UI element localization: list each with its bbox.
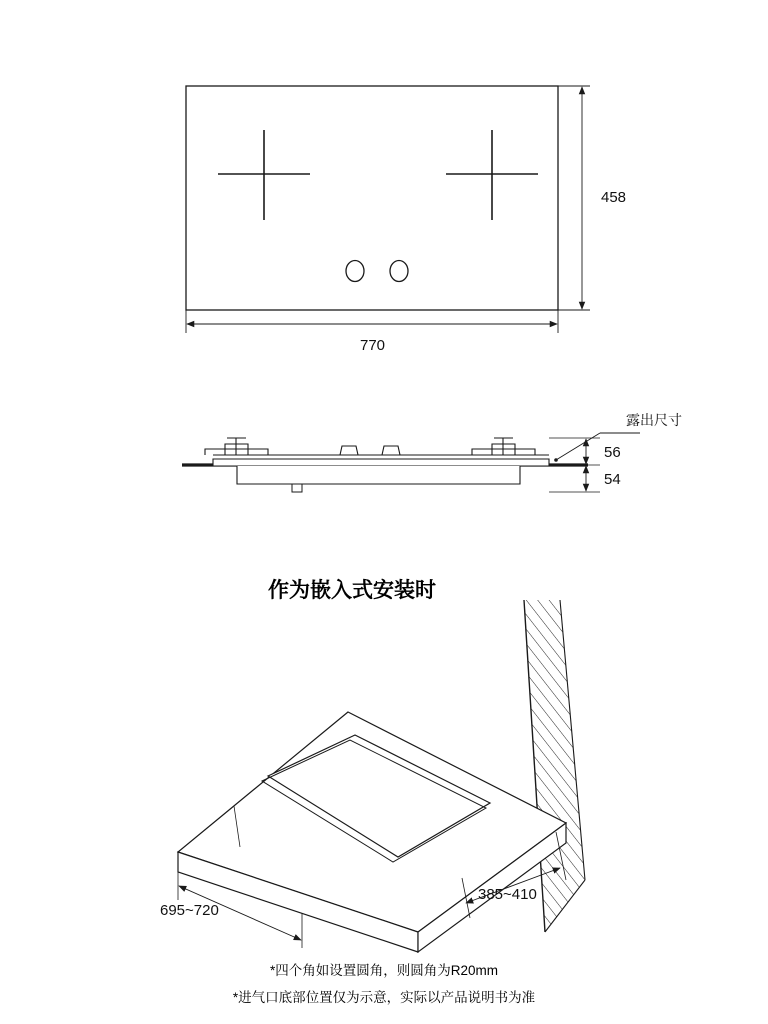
side-burner-left [205, 438, 268, 455]
install-cutout-width-label: 695~720 [160, 902, 219, 919]
dimension-below-54 [549, 466, 600, 492]
top-view-width-label: 770 [360, 337, 386, 354]
note-line-1: *四个角如设置圆角，则圆角为R20mm [269, 963, 498, 978]
side-view-below-label: 54 [604, 471, 621, 488]
note-line-2: *进气口底部位置仅为示意，实际以产品说明书为准 [232, 990, 536, 1005]
knob-left-icon [346, 261, 364, 282]
side-view-group [182, 433, 640, 492]
side-knob-left [340, 446, 358, 455]
top-view-height-label: 458 [601, 189, 627, 206]
side-view-above-label: 56 [604, 444, 621, 461]
exposed-dimension-label: 露出尺寸 [626, 412, 682, 428]
top-view-group [186, 86, 590, 333]
side-burner-right [472, 438, 535, 455]
dimension-height-458 [558, 86, 590, 310]
side-knob-right [382, 446, 400, 455]
install-view-title: 作为嵌入式安装时 [268, 579, 436, 602]
exposed-dimension-leader [554, 433, 640, 462]
install-cutout-depth-label: 385~410 [478, 886, 537, 903]
dimension-width-770 [186, 310, 558, 333]
knob-right-icon [390, 261, 408, 282]
